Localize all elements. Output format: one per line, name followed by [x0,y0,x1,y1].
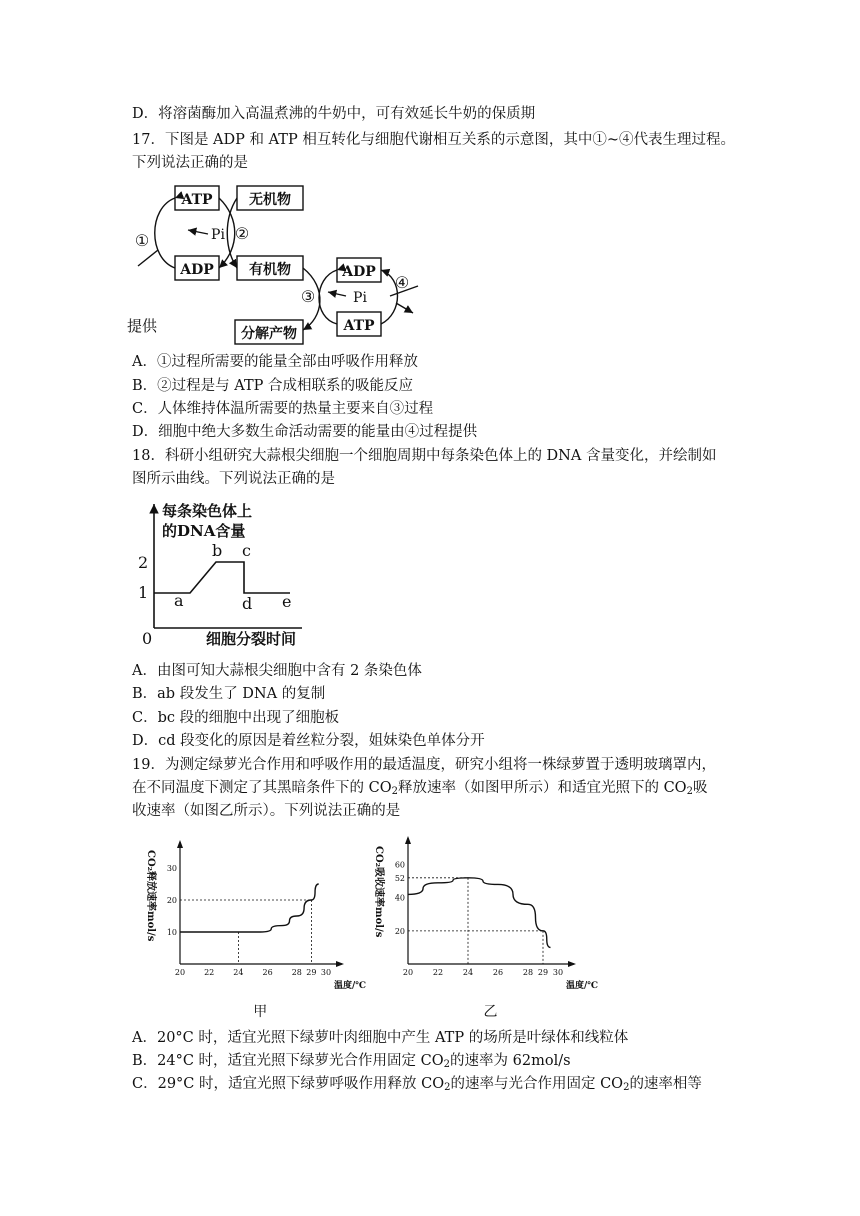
q19-option-c: C．29°C 时，适宜光照下绿萝呼吸作用释放 $CO_2$的速率与光合作用固定 $CO_2$的速率相等 [132,1076,702,1093]
process-4-label: ④ [394,273,410,292]
y-tick-label: 40 [394,893,405,903]
chart-yi [366,830,616,1020]
q19-stem-line2: 在不同温度下测定了其黑暗条件下的 $CO_2$释放速率（如图甲所示）和适宜光照下的 $CO_2$吸 [132,780,708,797]
x-tick-label: 30 [320,968,332,977]
y-axis-label: CO₂释放速率mol/s [145,850,156,942]
q16-option-d: D．将溶菌酶加入高温煮沸的牛奶中，可有效延长牛奶的保质期 [132,106,536,122]
point-b: b [212,541,223,560]
q19-option-b: B．24°C 时，适宜光照下绿萝光合作用固定 $CO_2$的速率为 62mol/s [132,1053,571,1070]
y-tick-label: 52 [394,873,405,883]
q17-option-a: A．①过程所需要的能量全部由呼吸作用释放 [132,354,418,370]
process-2-label: ② [234,224,250,243]
residue-text: 提供 [126,317,158,335]
atp-label-top: ATP [181,192,213,208]
atp-label-right: ATP [343,318,375,334]
x-axis-label: 温度/℃ [566,981,599,991]
x-tick-label: 20 [174,968,186,977]
y-tick-label: 30 [166,864,177,873]
dna-curve-line [154,562,290,593]
point-c: c [242,541,251,560]
x-tick-label: 28 [291,968,302,977]
x-tick-label: 29 [537,968,549,977]
x-tick-label: 29 [306,968,317,977]
y-tick-1: 1 [138,583,149,602]
x-tick-label: 24 [462,968,474,977]
pi-label-right: Pi [353,290,367,306]
y-axis-arrow [177,840,183,848]
process-3-label: ③ [300,287,316,306]
x-tick-label: 22 [432,968,444,977]
q17-option-c: C．人体维持体温所需要的热量主要来自③过程 [132,401,434,417]
y-tick-label: 20 [166,896,177,905]
q19-stem-line1: 19．为测定绿萝光合作用和呼吸作用的最适温度，研究小组将一株绿萝置于透明玻璃罩内， [132,757,716,773]
chart-jia [140,830,367,1020]
series-line [408,878,551,948]
q17-option-d: D．细胞中绝大多数生命活动需要的能量由④过程提供 [132,424,478,440]
x-tick-label: 26 [492,968,504,977]
products-label: 分解产物 [241,326,297,342]
y-tick-label: 20 [394,926,405,936]
x-tick-label: 22 [204,968,215,977]
y-label-line1: 每条染色体上 [162,502,253,520]
process-1-label: ① [134,231,150,250]
chart-title: 甲 [253,1004,268,1020]
point-e: e [282,592,292,611]
x-tick-label: 24 [233,968,244,977]
chart-title: 乙 [483,1004,498,1020]
q18-option-a: A．由图可知大蒜根尖细胞中含有 2 条染色体 [132,663,422,679]
q18-option-b: B．ab 段发生了 DNA 的复制 [132,686,326,702]
q17-option-b: B．②过程是与 ATP 合成相联系的吸能反应 [132,378,413,394]
y-axis-arrow [405,836,411,844]
x-tick-label: 20 [402,968,414,977]
point-a: a [174,591,184,610]
adp-label-right: ADP [342,264,376,280]
q18-option-d: D．cd 段变化的原因是着丝粒分裂，姐妹染色单体分开 [132,733,485,749]
x-axis-arrow [568,961,576,967]
adp-label-left: ADP [180,262,214,278]
point-d: d [242,594,253,613]
y-axis-label: CO₂吸收速率mol/s [373,846,384,938]
x-axis-label: 温度/℃ [334,981,367,991]
y-label-line2: 的DNA含量 [162,522,246,540]
q18-option-c: C．bc 段的细胞中出现了细胞板 [132,710,340,726]
q17-stem-line2: 下列说法正确的是 [132,155,248,171]
q18-dna-curve [132,494,332,654]
q19-option-a: A．20°C 时，适宜光照下绿萝叶肉细胞中产生 ATP 的场所是叶绿体和线粒体 [132,1030,629,1046]
y-tick-label: 60 [394,860,405,870]
inorganic-label: 无机物 [249,192,291,208]
pi-label-left: Pi [211,227,225,243]
y-tick-label: 10 [166,928,177,937]
y-tick-2: 2 [138,553,149,572]
x-tick-label: 26 [262,968,273,977]
q19-stem-line3: 收速率（如图乙所示）。下列说法正确的是 [132,803,401,819]
series-line [180,884,319,932]
q18-stem-line1: 18．科研小组研究大蒜根尖细胞一个细胞周期中每条染色体上的 DNA 含量变化，并绘制如 [132,448,717,464]
x-tick-label: 28 [522,968,534,977]
x-label: 细胞分裂时间 [206,630,297,648]
q18-stem-line2: 图所示曲线。下列说法正确的是 [132,471,335,487]
organic-label: 有机物 [249,262,291,278]
x-tick-label: 30 [552,968,564,977]
x-axis-arrow [336,961,344,967]
q17-atp-adp-diagram [128,178,428,348]
origin-label: 0 [142,629,153,648]
q17-stem-line1: 17．下图是 ADP 和 ATP 相互转化与细胞代谢相互关系的示意图，其中①~④代表生理过程。 [132,132,735,148]
